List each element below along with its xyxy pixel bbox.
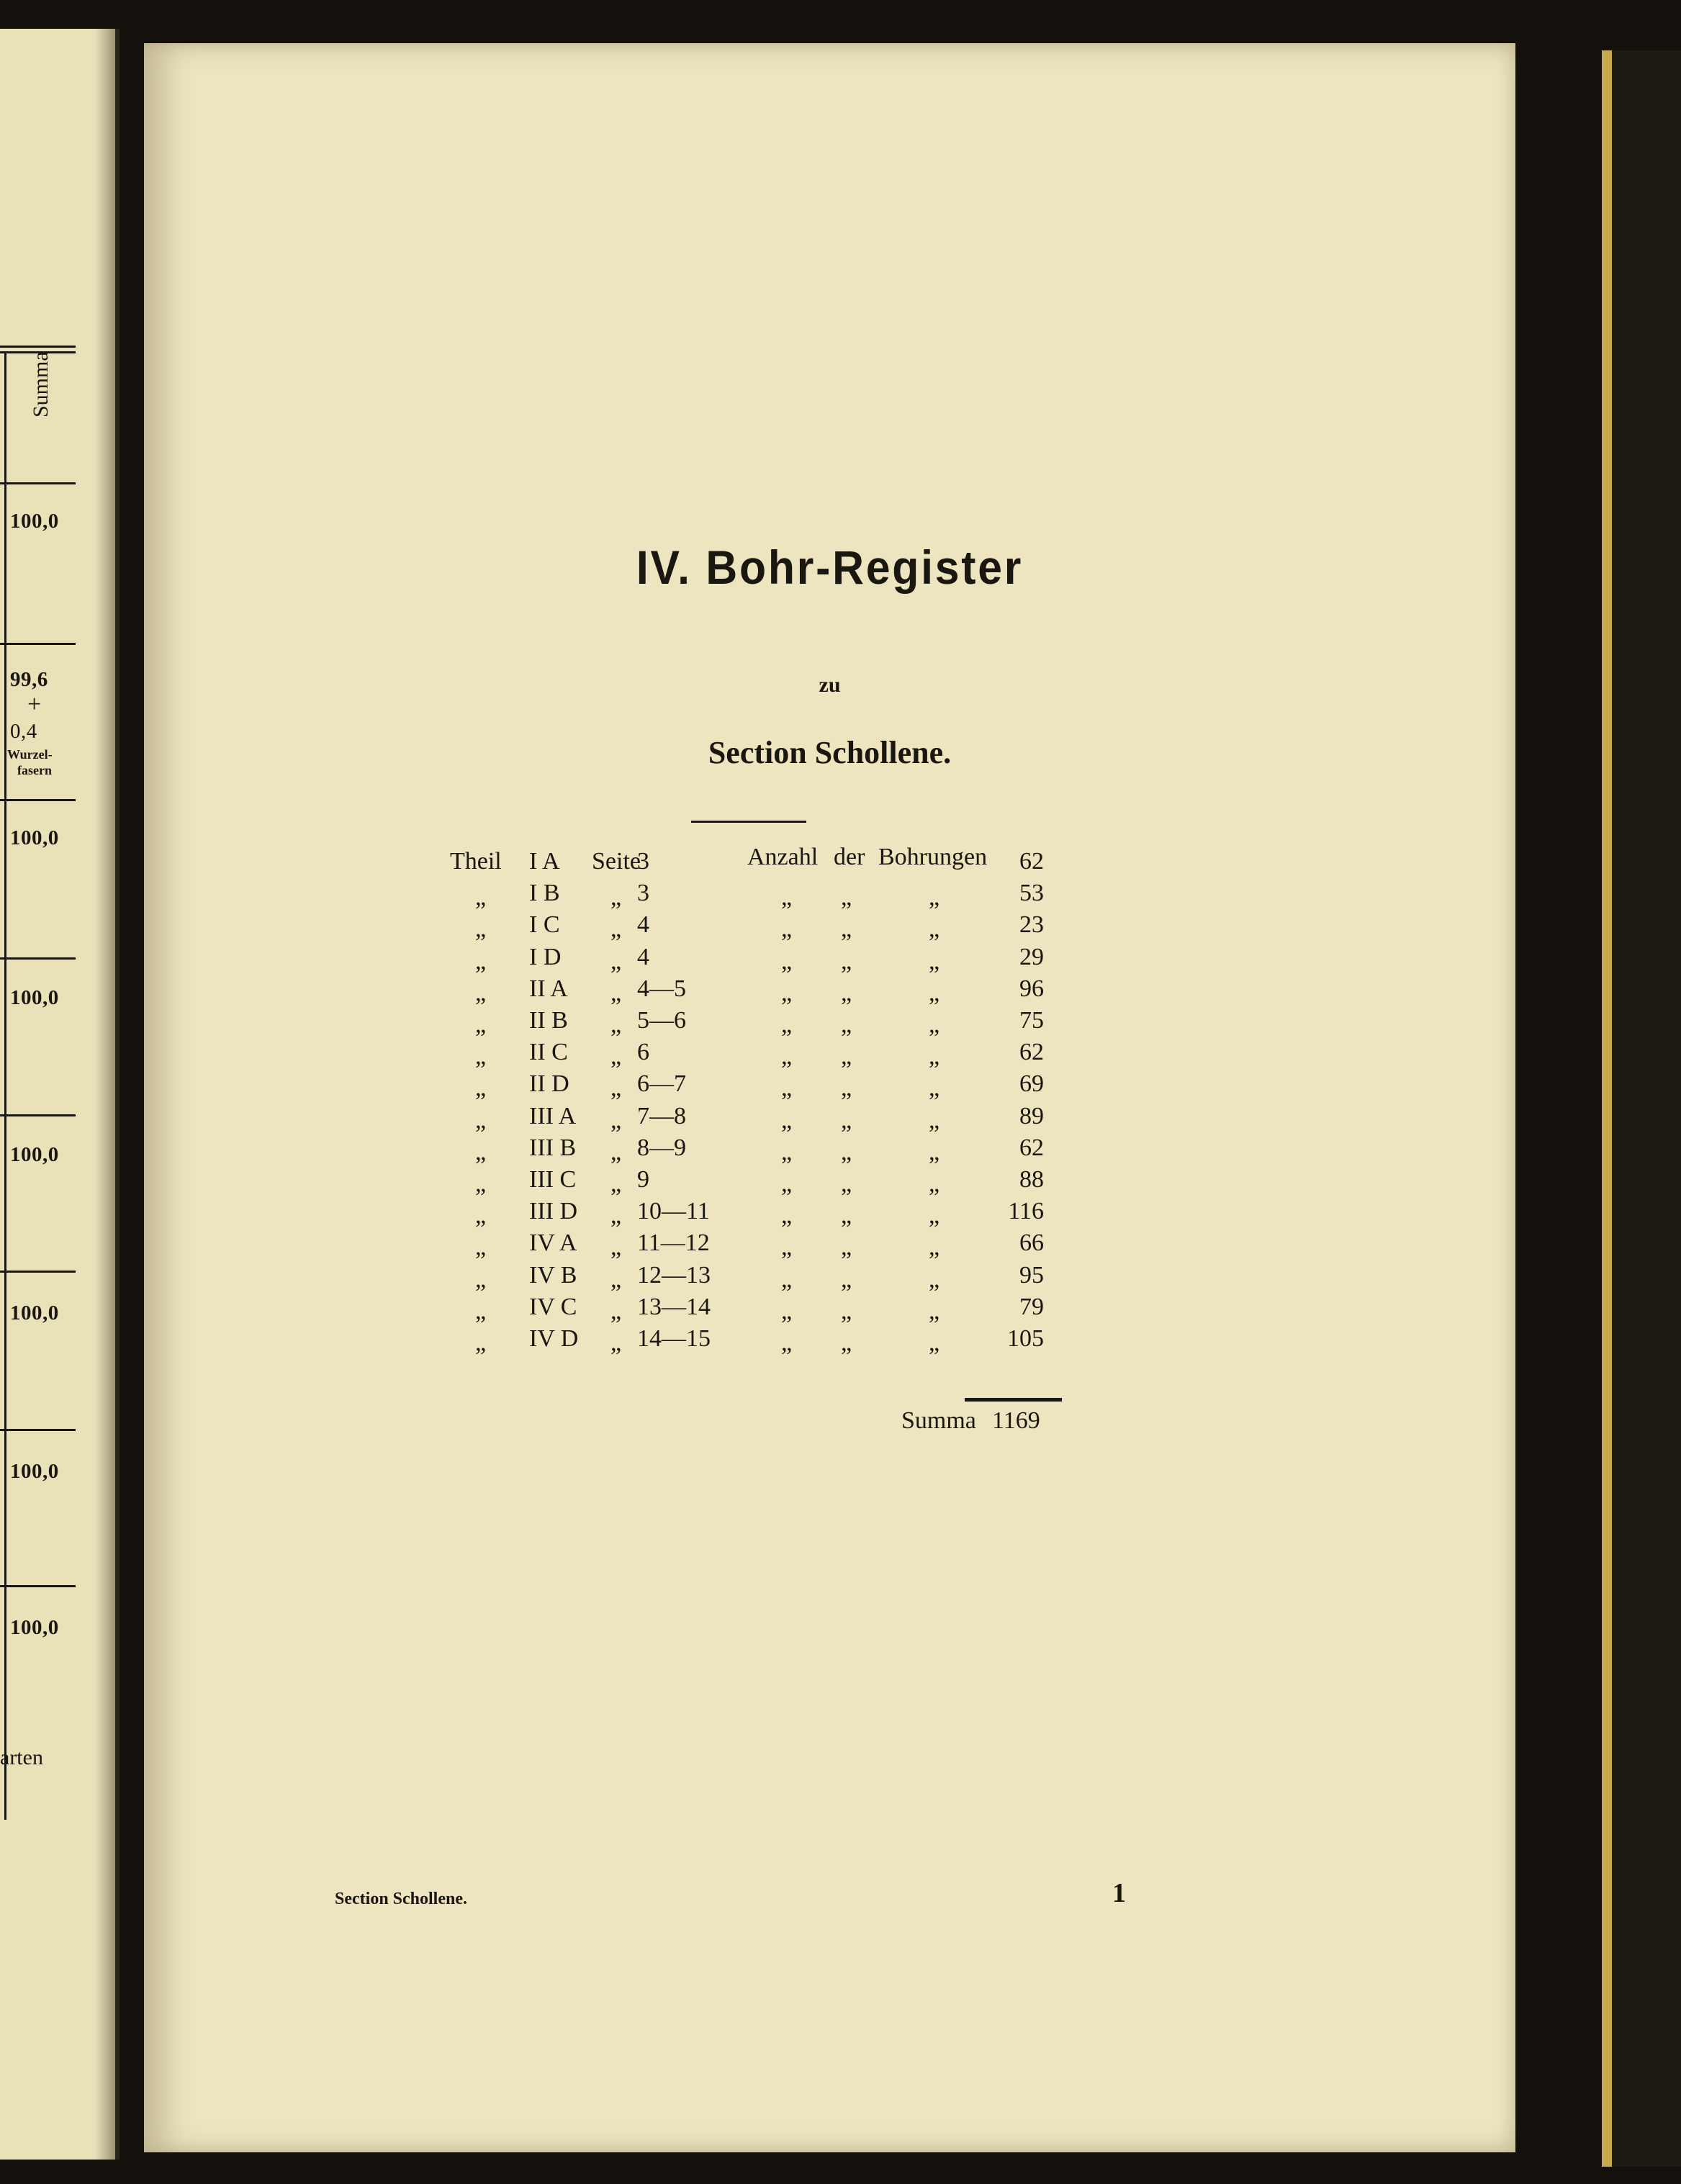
row-seite: 13—14 [637,1293,711,1320]
row-count: 88 [1019,1166,1044,1193]
row-theil: II C [529,1039,568,1066]
ditto-mark: „ [841,1265,852,1293]
summa-value: 1169 [992,1407,1040,1434]
ditto-mark: „ [929,1202,940,1229]
annotation-text: fasern [17,763,52,777]
summa-value: 0,4 [10,720,37,743]
row-count: 105 [1007,1325,1044,1352]
row-count: 75 [1019,1007,1044,1034]
row-count: 89 [1019,1102,1044,1129]
row-theil: III B [529,1134,577,1161]
label-bohrungen: Bohrungen [878,844,988,870]
row-theil: II A [529,975,568,1002]
ditto-mark: „ [781,916,793,943]
row-count: 95 [1019,1261,1044,1289]
ditto-mark: „ [475,979,487,1006]
ditto-mark: „ [929,1106,940,1134]
footer-section: Section Schollene. [335,1890,467,1908]
row-seite: 4 [637,943,649,970]
ditto-mark: „ [929,1138,940,1165]
summa-value: 100,0 [10,1143,59,1166]
row-seite: 11—12 [637,1229,710,1257]
row-seite: 3 [637,880,649,907]
ditto-mark: „ [610,884,622,911]
bohr-register-table [144,43,1515,2152]
row-seite: 9 [637,1166,649,1193]
ditto-mark: „ [841,947,852,975]
row-seite: 6 [637,1039,649,1066]
row-seite: 3 [637,848,649,875]
ditto-mark: „ [475,916,487,943]
row-count: 53 [1019,880,1044,907]
summa-value: 100,0 [10,826,59,849]
ditto-mark: „ [781,1075,793,1102]
ditto-mark: „ [475,1011,487,1038]
row-theil: III D [529,1198,578,1225]
ditto-mark: „ [610,1330,622,1356]
summa-column-header: Summa [29,351,53,418]
ditto-mark: „ [610,1106,622,1134]
row-count: 116 [1008,1198,1044,1225]
ditto-mark: „ [781,1106,793,1134]
ditto-mark: „ [475,1330,487,1356]
summa-value: 100,0 [10,986,59,1009]
row-count: 62 [1019,848,1044,875]
plus-sign: + [27,691,42,718]
ditto-mark: „ [781,1297,793,1325]
ditto-mark: „ [781,1138,793,1165]
row-theil: I A [529,848,560,875]
row-count: 96 [1019,975,1044,1002]
ditto-mark: „ [929,1297,940,1325]
row-seite: 6—7 [637,1070,686,1098]
ditto-mark: „ [841,1138,852,1165]
table-rule [0,482,76,484]
row-theil: III A [529,1102,577,1129]
text-fragment: arten [0,1746,43,1769]
row-theil: II B [529,1007,568,1034]
ditto-mark: „ [929,1075,940,1102]
ditto-mark: „ [781,884,793,911]
page-number: 1 [1112,1878,1126,1908]
table-rule [0,346,76,348]
annotation-text: Wurzel- [7,747,53,762]
ditto-mark: „ [781,979,793,1006]
ditto-mark: „ [475,1234,487,1261]
ditto-mark: „ [841,1043,852,1070]
ditto-mark: „ [610,1170,622,1197]
ditto-mark: „ [475,1202,487,1229]
row-count: 69 [1019,1070,1044,1098]
ditto-mark: „ [475,1170,487,1197]
row-seite: 10—11 [637,1198,710,1225]
ditto-mark: „ [475,1138,487,1165]
label-theil: Theil [450,848,502,875]
ditto-mark: „ [610,947,622,975]
book-cover-edge [1602,50,1681,2167]
ditto-mark: „ [841,1330,852,1356]
column-rule [4,351,6,1820]
ditto-mark: „ [781,1234,793,1261]
ditto-mark: „ [781,1011,793,1038]
label-seite: Seite [592,848,641,875]
ditto-mark: „ [841,916,852,943]
row-count: 29 [1019,943,1044,970]
row-theil: I C [529,911,560,939]
summa-value: 100,0 [10,1616,59,1639]
ditto-mark: „ [929,884,940,911]
ditto-mark: „ [929,1330,940,1356]
ditto-mark: „ [841,1106,852,1134]
table-rule [0,1271,76,1273]
summa-value: 100,0 [10,510,59,533]
row-seite: 14—15 [637,1325,711,1352]
ditto-mark: „ [475,1106,487,1134]
label-der: der [834,844,865,870]
row-theil: I B [529,880,560,907]
row-theil: III C [529,1166,577,1193]
ditto-mark: „ [929,1043,940,1070]
summa-label: Summa [901,1407,976,1434]
row-seite: 12—13 [637,1261,711,1289]
ditto-mark: „ [610,916,622,943]
row-seite: 4 [637,911,649,939]
ditto-mark: „ [475,1043,487,1070]
page-subtitle: Section Schollene. [708,735,952,770]
row-theil: IV B [529,1261,577,1289]
ditto-mark: „ [841,1011,852,1038]
ditto-mark: „ [475,1075,487,1102]
ditto-mark: „ [841,1075,852,1102]
title-connector: zu [819,673,841,697]
ditto-mark: „ [841,1170,852,1197]
page-title: IV. Bohr-Register [636,541,1024,594]
row-theil: IV D [529,1325,579,1352]
summa-value: 100,0 [10,1301,59,1325]
document-page [144,43,1515,2152]
ditto-mark: „ [610,1202,622,1229]
row-seite: 8—9 [637,1134,686,1161]
ditto-mark: „ [841,1202,852,1229]
row-count: 66 [1019,1229,1044,1257]
ditto-mark: „ [781,1170,793,1197]
ditto-mark: „ [781,1043,793,1070]
row-seite: 5—6 [637,1007,686,1034]
ditto-mark: „ [929,1234,940,1261]
ditto-mark: „ [929,1265,940,1293]
ditto-mark: „ [781,1202,793,1229]
ditto-mark: „ [610,1011,622,1038]
ditto-mark: „ [610,1138,622,1165]
table-rule [0,799,76,801]
ditto-mark: „ [841,979,852,1006]
row-count: 79 [1019,1293,1044,1320]
summa-value: 100,0 [10,1460,59,1483]
table-rule [0,1429,76,1431]
ditto-mark: „ [475,1297,487,1325]
ditto-mark: „ [781,1330,793,1356]
ditto-mark: „ [475,884,487,911]
ditto-mark: „ [475,947,487,975]
ditto-mark: „ [841,1234,852,1261]
row-seite: 4—5 [637,975,686,1002]
ditto-mark: „ [610,1265,622,1293]
summa-value: 99,6 [10,668,48,691]
row-theil: IV A [529,1229,577,1257]
row-theil: I D [529,943,562,970]
ditto-mark: „ [841,884,852,911]
row-count: 62 [1019,1134,1044,1161]
ditto-mark: „ [475,1265,487,1293]
page-edge-strip [1602,50,1612,2167]
ditto-mark: „ [610,1297,622,1325]
row-seite: 7—8 [637,1102,686,1129]
ditto-mark: „ [781,1265,793,1293]
ditto-mark: „ [610,1075,622,1102]
ditto-mark: „ [610,979,622,1006]
summa-rule [965,1398,1062,1402]
ditto-mark: „ [610,1043,622,1070]
row-count: 62 [1019,1039,1044,1066]
ditto-mark: „ [610,1234,622,1261]
ditto-mark: „ [929,979,940,1006]
ditto-mark: „ [929,947,940,975]
facing-page-fragment [0,29,120,2160]
table-rule [0,1114,76,1116]
ditto-mark: „ [929,1170,940,1197]
ditto-mark: „ [929,1011,940,1038]
page-gutter-shadow [95,29,115,2160]
table-rule [0,643,76,645]
row-theil: II D [529,1070,569,1098]
table-rule [0,957,76,960]
ditto-mark: „ [841,1297,852,1325]
table-rule [0,1585,76,1587]
ditto-mark: „ [781,947,793,975]
ditto-mark: „ [929,916,940,943]
label-anzahl: Anzahl [747,844,819,870]
row-theil: IV C [529,1293,577,1320]
row-count: 23 [1019,911,1044,939]
